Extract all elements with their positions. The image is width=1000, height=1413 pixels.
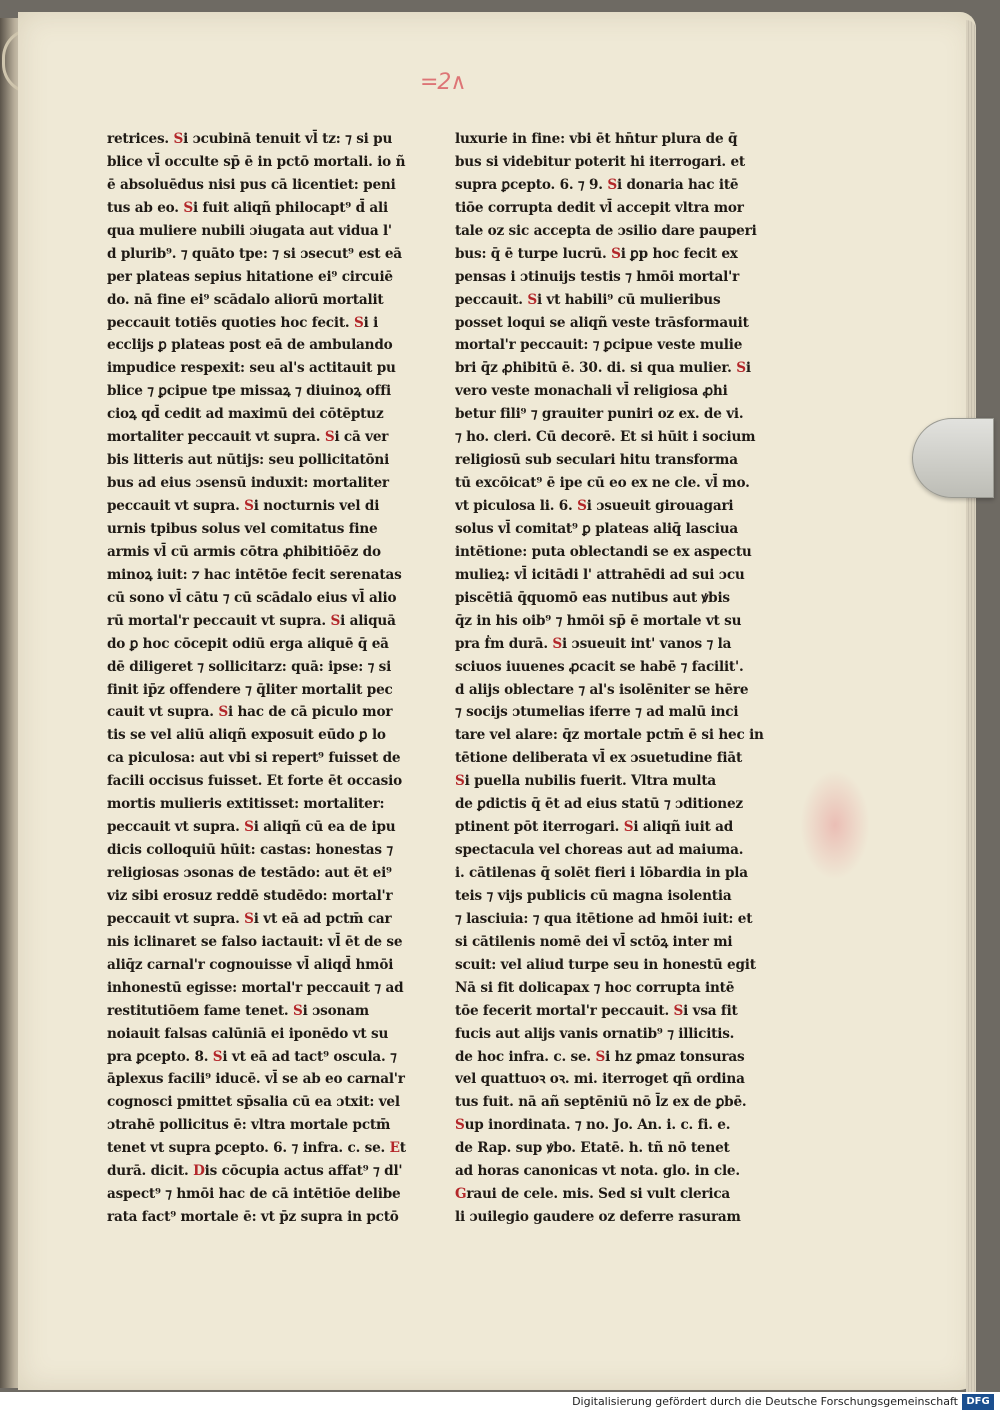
rubric-initial: S [577,498,587,514]
text-line: ptinent pōt iterrogari. Si aliqñ iuit ad [455,819,734,836]
footer-bar [0,1392,1000,1413]
text-line: bri q̄z ꝓhibitū ē. 30. di. si qua mulier. Si [455,360,751,377]
text-line: āplexus facili⁹ iducē. vl̄ se ab eo carnal'r [107,1071,405,1088]
dfg-logo: DFG [962,1394,994,1410]
rubric-initial: S [552,635,563,652]
text-line: per plateas sepius hitatione ei⁹ circuiē [107,268,393,285]
text-line: religiosū sub seculari hitu transforma [455,452,738,469]
text-line: solus vl̄ comitat⁹ ꝑ plateas aliq̄ lasciua [455,520,738,537]
text-line: peccauit. Si vt habili⁹ cū mulieribus [455,291,721,308]
text-line: nis iclinaret se falso iactauit: vl̄ ēt de se [107,933,403,950]
text-line: tōe fecerit mortal'r peccauit. Si vsa fit [455,1002,738,1019]
text-line: ɔtrahē pollicitus ē: vltra mortale pctm̄ [107,1117,391,1134]
text-line: piscētiā q̄quomō eas nutibus aut ꝟbis [455,589,730,606]
text-line: fucis aut alijs vanis ornatib⁹ ⁊ illicitis. [455,1025,735,1042]
rubric-initial: S [607,176,617,193]
text-line: pensas i ɔtinuijs testis ⁊ hmōi mortal'r [455,268,740,285]
text-line: d alijs oblectare ⁊ al's isolēniter se hēre [455,681,749,698]
text-line: betur fili⁹ ⁊ grauiter puniri oz ex. de vi. [455,406,744,423]
rubric-initial: S [611,245,621,262]
text-line: sciuos iuuenes ꝓcacit se habē ⁊ facilit'. [455,658,744,675]
text-line: do. nā fine ei⁹ scādalo aliorū mortalit [107,291,384,308]
text-line: mortaliter peccauit vt supra. Si cā ver [107,429,389,446]
text-line: Si puella nubilis fuerit. Vltra multa [455,773,717,790]
text-line: tus fuit. nā añ septēniū nō l̄z ex de ꝑbē. [455,1094,747,1111]
text-line: ecclijs ꝑ plateas post eā de ambulando [107,337,393,354]
text-line: tare vel alare: q̄z mortale pctm̄ ē si hec in [455,727,764,744]
text-line: peccauit vt supra. Si nocturnis vel di [107,498,380,514]
text-line: supra ꝑcepto. 6. ⁊ 9. Si donaria hac itē [455,176,739,193]
text-line: ⁊ lasciuia: ⁊ qua itētione ad hmōi iuit: et [455,910,753,927]
rubric-initial: S [324,429,335,446]
rubric-initial: S [330,612,341,629]
text-line: durā. dicit. Dis cōcupia actus affat⁹ ⁊ dl' [107,1163,403,1180]
text-line: cioꝝ qd̄ cedit ad maximū dei cōtēptuz [107,406,384,423]
text-line: tis se vel aliū aliqñ exposuit eūdo ꝑ lo [107,727,386,744]
text-line: restitutiōem fame tenet. Si ɔsonam [107,1002,369,1019]
text-line: scuit: vel aliud turpe seu in honestū egit [455,956,756,973]
text-line: ca piculosa: aut vbi si repert⁹ fuisset de [107,750,401,767]
text-line: mulieꝝ: vl̄ icitādi l' attrahēdi ad sui ɔcu [455,566,745,583]
text-line: ē absoluēdus nisi pus cā licentiet: peni [107,176,396,193]
text-line: de ꝑdictis q̄ ēt ad eius statū ⁊ ɔditionez [455,796,743,813]
text-line: urnis tpibus solus vel comitatus fine [107,520,378,537]
text-line: cū sono vl̄ cātu ⁊ cū scādalo eius vl̄ alio [107,589,397,606]
text-line: impudice respexit: seu al's actitauit pu [107,360,396,377]
text-line: minoꝝ iuit: ⁊ hac intētōe fecit serenatas [107,566,402,583]
text-line: teis ⁊ vijs publicis cū magna isolentia [455,887,732,904]
text-line: q̄z in his oib⁹ ⁊ hmōi sp̄ ē mortale vt su [455,612,742,629]
manuscript-folio-mark: =2∧ [420,70,466,95]
text-line: aspect⁹ ⁊ hmōi hac de cā intētiōe delibe [107,1186,401,1203]
text-column-right [455,128,777,1229]
text-line: inhonestū egisse: mortal'r peccauit ⁊ ad [107,979,404,996]
rubric-initial: S [353,314,364,331]
text-line: vero veste monachali vl̄ religiosa ꝓhi [455,383,728,400]
text-line: bus ad eius ɔsensū induxit: mortaliter [107,475,389,492]
text-line: tenet vt supra ꝑcepto. 6. ⁊ infra. c. se. Et [107,1140,406,1157]
text-column-left [107,128,429,1229]
text-line: do ꝑ hoc cōcepit odiū erga aliquē q̄ eā [107,635,389,652]
text-line: Sup inordinata. ⁊ no. Jo. An. i. c. fi. e. [455,1117,731,1134]
rubric-initial: S [623,819,634,836]
text-line: bus: q̄ ē turpe lucrū. Si ꝑp hoc fecit ex [455,245,738,262]
text-line: peccauit totiēs quoties hoc fecit. Si i [107,314,379,331]
rubric-initial: D [193,1163,205,1180]
text-line: ad horas canonicas vt nota. glo. in cle. [455,1163,740,1180]
rubric-initial: S [736,360,746,377]
rubric-initial: S [244,819,254,836]
text-line: ⁊ socijs ɔtumelias iferre ⁊ ad malū inci [455,704,739,721]
text-line: si cātilenis nomē dei vl̄ sctōꝝ inter mi [455,933,733,950]
rubric-initial: S [183,199,193,216]
text-line: vt piculosa li. 6. Si ɔsueuit girouagari [455,498,734,514]
text-line: tū excōicat⁹ ē ipe cū eo ex ne cle. vl̄ mo. [455,475,750,492]
text-line: luxurie in fine: vbi ēt hn̄tur plura de q̄ [455,131,738,147]
text-line: i. cātilenas q̄ solēt fieri i lōbardia in pla [455,865,748,881]
rubric-initial: S [212,1048,223,1065]
text-line: aliq̄z carnal'r cognouisse vl̄ aliqd̄ hmōi [107,956,394,973]
text-line: mortal'r peccauit: ⁊ ꝑcipue veste mulie [455,337,743,354]
text-line: dicis colloquiū hūit: castas: honestas ⁊ [107,842,393,859]
text-line: rata fact⁹ mortale ē: vt p̄z supra in pctō [107,1209,399,1226]
text-line: dē diligeret ⁊ sollicitarz: quā: ipse: ⁊ si [107,658,392,675]
page-clip [912,418,994,498]
rubric-initial: S [527,291,537,308]
text-line: facili occisus fuisset. Et forte ēt occasio [107,773,402,790]
rubric-initial: S [244,910,254,927]
text-line: noiauit falsas calūniā ei iponēdo vt su [107,1025,389,1042]
text-line: spectacula vel choreas aut ad maiuma. [455,842,744,859]
text-line: retrices. Si ɔcubinā tenuit vl̄ tz: ⁊ si pu [107,131,393,147]
page-stack-edge [966,20,976,1392]
rubric-initial: G [455,1186,467,1203]
text-line: religiosas ɔsonas de testādo: aut ēt ei⁹ [107,865,392,881]
text-line: tale oz sic accepta de ɔsilio dare pauperi [455,222,757,239]
text-line: pra ꝑcepto. 8. Si vt eā ad tact⁹ oscula. ⁊ [107,1048,397,1065]
rubric-initial: E [389,1140,400,1157]
text-line: cognosci pmittet sp̄salia cū ea ɔtxit: vel [107,1094,400,1111]
rubric-initial: S [173,131,184,147]
text-line: finit ip̄z offendere ⁊ q̄liter mortalit pec [107,681,393,698]
rubric-initial: S [455,773,465,790]
text-line: peccauit vt supra. Si vt eā ad pctm̄ car [107,910,392,927]
text-line: intētione: puta oblectandi se ex aspectu [455,543,752,560]
text-line: li ɔuilegio gaudere oz deferre rasuram [455,1209,741,1226]
text-line: mortis mulieris extitisset: mortaliter: [107,796,385,813]
rubric-initial: S [244,498,254,514]
text-line: cauit vt supra. Si hac de cā piculo mor [107,704,393,721]
text-line: ⁊ ho. cleri. Cū decorē. Et si hūit i socium [455,429,756,446]
text-line: armis vl̄ cū armis cōtra ꝓhibitiōēz do [107,543,381,560]
text-line: tiōe corrupta dedit vl̄ accepit vltra mor [455,199,744,216]
rubric-initial: S [292,1002,303,1019]
text-line: vel quattuoꝛ oꝛ. mi. iterroget qñ ordina [455,1071,745,1088]
rubric-initial: S [218,704,228,721]
text-line: de hoc infra. c. se. Si hz ꝑmaz tonsuras [455,1048,745,1065]
text-line: de Rap. sup ꝟbo. Etatē. h. tñ nō tenet [455,1140,730,1157]
text-line: tus ab eo. Si fuit aliqñ philocapt⁹ d̄ ali [107,199,388,216]
rubric-initial: S [673,1002,684,1019]
text-line: posset loqui se aliqñ veste trāsformauit [455,314,749,331]
rubric-initial: S [595,1048,606,1065]
text-line: Graui de cele. mis. Sed si vult clerica [455,1186,731,1203]
text-line: blice ⁊ ꝑcipue tpe missaꝝ ⁊ diuinoꝝ offi [107,383,391,400]
text-line: rū mortal'r peccauit vt supra. Si aliquā [107,612,396,629]
text-line: bis litteris aut nūtijs: seu pollicitatōni [107,452,390,469]
text-line: d plurib⁹. ⁊ quāto tpe: ⁊ si ɔsecut⁹ est eā [107,245,402,262]
text-line: bus si videbitur poterit hi iterrogari. et [455,153,745,170]
text-line: blice vl̄ occulte sp̄ ē in pctō mortali. io ñ [107,153,406,170]
text-line: pra ḟm durā. Si ɔsueuit int' vanos ⁊ la [455,635,732,652]
text-line: qua muliere nubili ɔiugata aut vidua l' [107,222,392,239]
text-line: viz sibi erosuz reddē studēdo: mortal'r [107,887,393,904]
funding-credit: Digitalisierung gefördert durch die Deutsche Forschungsgemeinschaft [572,1395,958,1408]
red-ink-bleed [800,770,870,880]
rubric-initial: S [455,1117,465,1134]
text-line: Nā si fit dolicapax ⁊ hoc corrupta intē [455,979,735,996]
text-line: peccauit vt supra. Si aliqñ cū ea de ipu [107,819,396,836]
text-line: tētione deliberata vl̄ ex ɔsuetudine fiāt [455,750,743,767]
